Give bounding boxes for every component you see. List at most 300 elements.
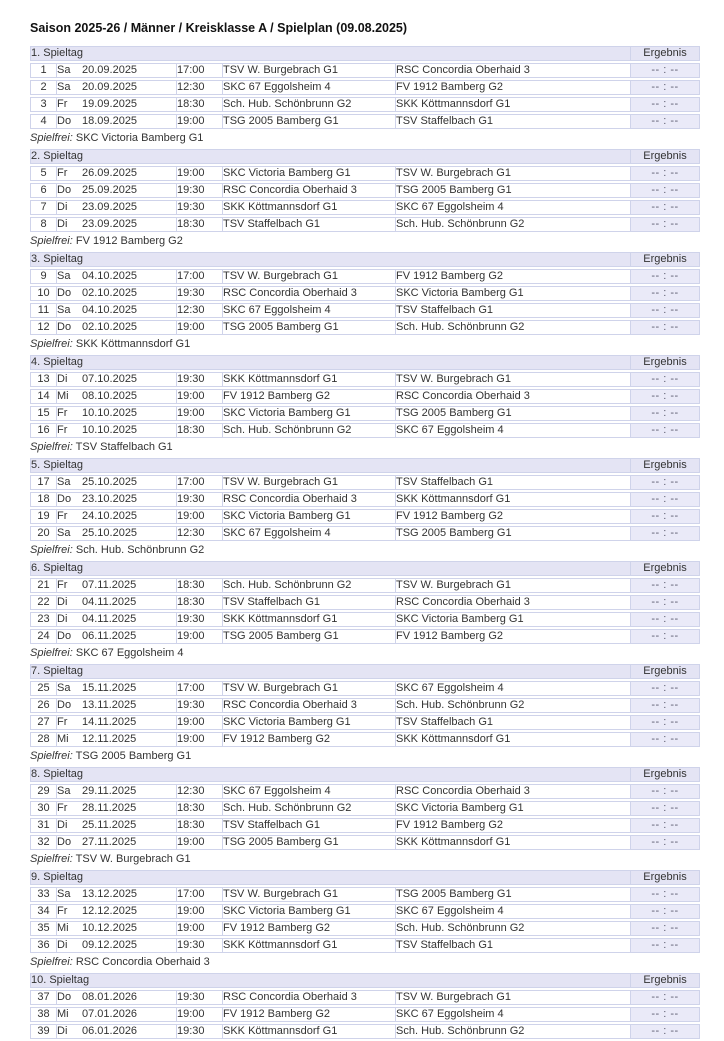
result-cell: -- : -- (630, 372, 700, 387)
matchday-header-row (30, 973, 700, 988)
result-cell: -- : -- (630, 595, 700, 610)
match-row (30, 681, 700, 696)
match-date-cell: 07.11.2025 (82, 578, 176, 593)
away-team-cell: FV 1912 Bamberg G2 (395, 80, 630, 95)
match-time-cell: 19:30 (176, 938, 222, 953)
result-cell: -- : -- (630, 715, 700, 730)
match-date-cell: 04.10.2025 (82, 269, 176, 284)
match-number-cell: 20 (30, 526, 56, 541)
match-number-cell: 28 (30, 732, 56, 747)
match-number-cell: 25 (30, 681, 56, 696)
home-team-cell: SKC Victoria Bamberg G1 (222, 904, 395, 919)
match-number-cell: 24 (30, 629, 56, 644)
result-column-header: Ergebnis (630, 664, 700, 679)
away-team-cell: TSV Staffelbach G1 (395, 475, 630, 490)
match-day-cell: Fr (56, 97, 82, 112)
match-day-cell: Fr (56, 578, 82, 593)
matchday-header-label: 5. Spieltag (30, 458, 630, 473)
spielfrei-team: FV 1912 Bamberg G2 (72, 234, 183, 247)
home-team-cell: TSV Staffelbach G1 (222, 595, 395, 610)
match-row (30, 217, 700, 232)
spielfrei-cell (30, 337, 700, 351)
match-row (30, 492, 700, 507)
home-team-cell: TSG 2005 Bamberg G1 (222, 114, 395, 129)
away-team-cell: SKC 67 Eggolsheim 4 (395, 423, 630, 438)
result-cell: -- : -- (630, 63, 700, 78)
spielfrei-label: Spielfrei: (30, 543, 73, 556)
away-team-cell: RSC Concordia Oberhaid 3 (395, 63, 630, 78)
home-team-cell: TSV W. Burgebrach G1 (222, 681, 395, 696)
match-date-cell: 24.10.2025 (82, 509, 176, 524)
home-team-cell: SKC 67 Eggolsheim 4 (222, 80, 395, 95)
result-cell: -- : -- (630, 921, 700, 936)
spielfrei-label: Spielfrei: (30, 234, 73, 247)
match-day-cell: Do (56, 320, 82, 335)
home-team-cell: Sch. Hub. Schönbrunn G2 (222, 578, 395, 593)
match-date-cell: 25.11.2025 (82, 818, 176, 833)
match-date-cell: 04.10.2025 (82, 303, 176, 318)
result-cell: -- : -- (630, 732, 700, 747)
spielfrei-row (30, 543, 700, 557)
match-row (30, 990, 700, 1005)
home-team-cell: Sch. Hub. Schönbrunn G2 (222, 801, 395, 816)
result-cell: -- : -- (630, 303, 700, 318)
match-date-cell: 02.10.2025 (82, 286, 176, 301)
home-team-cell: TSV Staffelbach G1 (222, 217, 395, 232)
match-date-cell: 12.12.2025 (82, 904, 176, 919)
spielfrei-label: Spielfrei: (30, 337, 73, 350)
match-day-cell: Do (56, 114, 82, 129)
result-column-header: Ergebnis (630, 870, 700, 885)
match-date-cell: 08.01.2026 (82, 990, 176, 1005)
match-time-cell: 19:00 (176, 715, 222, 730)
match-time-cell: 19:00 (176, 406, 222, 421)
result-cell: -- : -- (630, 526, 700, 541)
match-number-cell: 36 (30, 938, 56, 953)
match-number-cell: 11 (30, 303, 56, 318)
match-date-cell: 10.10.2025 (82, 406, 176, 421)
spielfrei-label: Spielfrei: (30, 749, 73, 762)
match-row (30, 114, 700, 129)
match-row (30, 63, 700, 78)
spielfrei-team: TSG 2005 Bamberg G1 (72, 749, 192, 762)
match-row (30, 320, 700, 335)
match-day-cell: Fr (56, 423, 82, 438)
result-column-header: Ergebnis (630, 149, 700, 164)
match-time-cell: 18:30 (176, 801, 222, 816)
match-date-cell: 13.11.2025 (82, 698, 176, 713)
matchday-section (30, 971, 700, 1041)
match-number-cell: 8 (30, 217, 56, 232)
match-day-cell: Sa (56, 887, 82, 902)
spielfrei-row (30, 955, 700, 969)
match-row (30, 784, 700, 799)
result-cell: -- : -- (630, 629, 700, 644)
result-cell: -- : -- (630, 423, 700, 438)
matchday-header-label: 3. Spieltag (30, 252, 630, 267)
match-date-cell: 25.10.2025 (82, 526, 176, 541)
matchday-header-label: 1. Spieltag (30, 46, 630, 61)
match-time-cell: 17:00 (176, 63, 222, 78)
away-team-cell: FV 1912 Bamberg G2 (395, 509, 630, 524)
match-day-cell: Di (56, 200, 82, 215)
match-time-cell: 12:30 (176, 784, 222, 799)
home-team-cell: SKC 67 Eggolsheim 4 (222, 784, 395, 799)
result-cell: -- : -- (630, 166, 700, 181)
match-date-cell: 25.10.2025 (82, 475, 176, 490)
home-team-cell: SKC 67 Eggolsheim 4 (222, 303, 395, 318)
home-team-cell: TSV W. Burgebrach G1 (222, 475, 395, 490)
match-day-cell: Fr (56, 715, 82, 730)
away-team-cell: Sch. Hub. Schönbrunn G2 (395, 921, 630, 936)
matchday-header-label: 10. Spieltag (30, 973, 630, 988)
match-row (30, 406, 700, 421)
home-team-cell: TSG 2005 Bamberg G1 (222, 320, 395, 335)
spielfrei-label: Spielfrei: (30, 955, 73, 968)
result-cell: -- : -- (630, 801, 700, 816)
match-number-cell: 7 (30, 200, 56, 215)
matchday-header-label: 9. Spieltag (30, 870, 630, 885)
match-time-cell: 19:00 (176, 166, 222, 181)
match-number-cell: 6 (30, 183, 56, 198)
match-row (30, 475, 700, 490)
spielfrei-cell (30, 440, 700, 454)
match-date-cell: 08.10.2025 (82, 389, 176, 404)
matchday-section (30, 353, 700, 456)
match-time-cell: 18:30 (176, 578, 222, 593)
match-day-cell: Fr (56, 406, 82, 421)
match-day-cell: Di (56, 1024, 82, 1039)
spielfrei-team: Sch. Hub. Schönbrunn G2 (72, 543, 205, 556)
result-column-header: Ergebnis (630, 355, 700, 370)
match-day-cell: Sa (56, 80, 82, 95)
matchday-header-label: 4. Spieltag (30, 355, 630, 370)
match-time-cell: 19:30 (176, 1024, 222, 1039)
home-team-cell: Sch. Hub. Schönbrunn G2 (222, 423, 395, 438)
match-number-cell: 15 (30, 406, 56, 421)
match-number-cell: 33 (30, 887, 56, 902)
match-day-cell: Di (56, 217, 82, 232)
result-cell: -- : -- (630, 80, 700, 95)
home-team-cell: RSC Concordia Oberhaid 3 (222, 990, 395, 1005)
away-team-cell: SKC 67 Eggolsheim 4 (395, 681, 630, 696)
match-row (30, 887, 700, 902)
spielfrei-row (30, 440, 700, 454)
result-cell: -- : -- (630, 835, 700, 850)
match-date-cell: 23.10.2025 (82, 492, 176, 507)
matchday-header-label: 2. Spieltag (30, 149, 630, 164)
spielfrei-team: SKC Victoria Bamberg G1 (72, 131, 204, 144)
matchday-header-row (30, 664, 700, 679)
match-number-cell: 21 (30, 578, 56, 593)
match-row (30, 1007, 700, 1022)
away-team-cell: TSG 2005 Bamberg G1 (395, 887, 630, 902)
match-day-cell: Do (56, 990, 82, 1005)
match-row (30, 612, 700, 627)
away-team-cell: TSV Staffelbach G1 (395, 715, 630, 730)
match-time-cell: 19:00 (176, 732, 222, 747)
match-time-cell: 17:00 (176, 681, 222, 696)
match-date-cell: 23.09.2025 (82, 200, 176, 215)
spielfrei-row (30, 131, 700, 145)
home-team-cell: FV 1912 Bamberg G2 (222, 1007, 395, 1022)
away-team-cell: TSG 2005 Bamberg G1 (395, 183, 630, 198)
matchday-header-row (30, 870, 700, 885)
match-day-cell: Sa (56, 63, 82, 78)
match-number-cell: 22 (30, 595, 56, 610)
result-cell: -- : -- (630, 492, 700, 507)
home-team-cell: Sch. Hub. Schönbrunn G2 (222, 97, 395, 112)
match-row (30, 732, 700, 747)
match-date-cell: 28.11.2025 (82, 801, 176, 816)
match-day-cell: Mi (56, 389, 82, 404)
away-team-cell: FV 1912 Bamberg G2 (395, 629, 630, 644)
match-time-cell: 19:00 (176, 389, 222, 404)
match-time-cell: 19:00 (176, 904, 222, 919)
home-team-cell: SKK Köttmannsdorf G1 (222, 1024, 395, 1039)
home-team-cell: SKK Köttmannsdorf G1 (222, 938, 395, 953)
home-team-cell: SKC 67 Eggolsheim 4 (222, 526, 395, 541)
matchday-header-row (30, 355, 700, 370)
match-day-cell: Sa (56, 784, 82, 799)
match-number-cell: 35 (30, 921, 56, 936)
match-row (30, 938, 700, 953)
match-number-cell: 3 (30, 97, 56, 112)
spielfrei-team: RSC Concordia Oberhaid 3 (72, 955, 210, 968)
match-row (30, 629, 700, 644)
match-date-cell: 09.12.2025 (82, 938, 176, 953)
away-team-cell: TSV Staffelbach G1 (395, 303, 630, 318)
home-team-cell: TSV W. Burgebrach G1 (222, 63, 395, 78)
match-day-cell: Fr (56, 904, 82, 919)
result-cell: -- : -- (630, 475, 700, 490)
result-cell: -- : -- (630, 990, 700, 1005)
match-number-cell: 27 (30, 715, 56, 730)
home-team-cell: FV 1912 Bamberg G2 (222, 389, 395, 404)
home-team-cell: SKC Victoria Bamberg G1 (222, 166, 395, 181)
match-number-cell: 18 (30, 492, 56, 507)
match-number-cell: 26 (30, 698, 56, 713)
result-column-header: Ergebnis (630, 46, 700, 61)
match-date-cell: 29.11.2025 (82, 784, 176, 799)
match-date-cell: 07.01.2026 (82, 1007, 176, 1022)
result-cell: -- : -- (630, 217, 700, 232)
match-row (30, 80, 700, 95)
away-team-cell: TSV W. Burgebrach G1 (395, 372, 630, 387)
match-row (30, 97, 700, 112)
match-time-cell: 19:30 (176, 990, 222, 1005)
spielfrei-team: SKC 67 Eggolsheim 4 (72, 646, 184, 659)
result-cell: -- : -- (630, 612, 700, 627)
match-date-cell: 04.11.2025 (82, 612, 176, 627)
match-number-cell: 13 (30, 372, 56, 387)
match-time-cell: 19:00 (176, 835, 222, 850)
match-row (30, 269, 700, 284)
result-cell: -- : -- (630, 286, 700, 301)
match-day-cell: Di (56, 612, 82, 627)
result-cell: -- : -- (630, 200, 700, 215)
spielfrei-row (30, 749, 700, 763)
matchday-header-label: 8. Spieltag (30, 767, 630, 782)
result-cell: -- : -- (630, 97, 700, 112)
home-team-cell: FV 1912 Bamberg G2 (222, 921, 395, 936)
matchday-header-row (30, 767, 700, 782)
result-column-header: Ergebnis (630, 458, 700, 473)
match-row (30, 166, 700, 181)
spielfrei-row (30, 646, 700, 660)
matchday-header-label: 6. Spieltag (30, 561, 630, 576)
home-team-cell: RSC Concordia Oberhaid 3 (222, 183, 395, 198)
match-row (30, 200, 700, 215)
match-time-cell: 19:00 (176, 509, 222, 524)
match-number-cell: 17 (30, 475, 56, 490)
result-cell: -- : -- (630, 698, 700, 713)
home-team-cell: SKC Victoria Bamberg G1 (222, 509, 395, 524)
match-row (30, 183, 700, 198)
match-time-cell: 19:30 (176, 183, 222, 198)
result-cell: -- : -- (630, 1007, 700, 1022)
match-day-cell: Fr (56, 166, 82, 181)
result-cell: -- : -- (630, 269, 700, 284)
match-date-cell: 20.09.2025 (82, 63, 176, 78)
match-row (30, 286, 700, 301)
match-number-cell: 2 (30, 80, 56, 95)
match-row (30, 1024, 700, 1039)
match-time-cell: 17:00 (176, 887, 222, 902)
spielfrei-cell (30, 955, 700, 969)
match-time-cell: 19:30 (176, 492, 222, 507)
match-day-cell: Sa (56, 526, 82, 541)
away-team-cell: SKK Köttmannsdorf G1 (395, 835, 630, 850)
match-day-cell: Sa (56, 475, 82, 490)
result-cell: -- : -- (630, 904, 700, 919)
match-row (30, 509, 700, 524)
match-time-cell: 18:30 (176, 217, 222, 232)
matchday-section (30, 765, 700, 868)
spielfrei-row (30, 234, 700, 248)
matchday-header-row (30, 46, 700, 61)
matchday-section (30, 868, 700, 971)
result-cell: -- : -- (630, 114, 700, 129)
away-team-cell: TSV Staffelbach G1 (395, 114, 630, 129)
away-team-cell: RSC Concordia Oberhaid 3 (395, 389, 630, 404)
home-team-cell: SKK Köttmannsdorf G1 (222, 200, 395, 215)
matchday-header-label: 7. Spieltag (30, 664, 630, 679)
home-team-cell: RSC Concordia Oberhaid 3 (222, 286, 395, 301)
match-day-cell: Sa (56, 681, 82, 696)
match-day-cell: Do (56, 492, 82, 507)
spielfrei-row (30, 337, 700, 351)
away-team-cell: RSC Concordia Oberhaid 3 (395, 784, 630, 799)
match-date-cell: 04.11.2025 (82, 595, 176, 610)
result-cell: -- : -- (630, 784, 700, 799)
home-team-cell: TSV Staffelbach G1 (222, 818, 395, 833)
match-date-cell: 02.10.2025 (82, 320, 176, 335)
away-team-cell: Sch. Hub. Schönbrunn G2 (395, 217, 630, 232)
match-time-cell: 17:00 (176, 269, 222, 284)
result-column-header: Ergebnis (630, 561, 700, 576)
home-team-cell: SKK Köttmannsdorf G1 (222, 372, 395, 387)
result-cell: -- : -- (630, 1024, 700, 1039)
home-team-cell: SKC Victoria Bamberg G1 (222, 406, 395, 421)
matchday-header-row (30, 149, 700, 164)
away-team-cell: SKC Victoria Bamberg G1 (395, 612, 630, 627)
spielfrei-team: SKK Köttmannsdorf G1 (72, 337, 191, 350)
match-row (30, 372, 700, 387)
match-number-cell: 5 (30, 166, 56, 181)
spielfrei-cell (30, 646, 700, 660)
away-team-cell: SKC 67 Eggolsheim 4 (395, 1007, 630, 1022)
match-day-cell: Do (56, 183, 82, 198)
away-team-cell: TSV W. Burgebrach G1 (395, 166, 630, 181)
match-number-cell: 30 (30, 801, 56, 816)
away-team-cell: Sch. Hub. Schönbrunn G2 (395, 320, 630, 335)
match-date-cell: 10.12.2025 (82, 921, 176, 936)
match-time-cell: 19:00 (176, 1007, 222, 1022)
spielfrei-label: Spielfrei: (30, 852, 73, 865)
home-team-cell: RSC Concordia Oberhaid 3 (222, 698, 395, 713)
match-time-cell: 19:00 (176, 629, 222, 644)
home-team-cell: SKC Victoria Bamberg G1 (222, 715, 395, 730)
away-team-cell: FV 1912 Bamberg G2 (395, 269, 630, 284)
match-date-cell: 07.10.2025 (82, 372, 176, 387)
match-date-cell: 23.09.2025 (82, 217, 176, 232)
result-cell: -- : -- (630, 406, 700, 421)
spielfrei-label: Spielfrei: (30, 440, 73, 453)
match-day-cell: Do (56, 629, 82, 644)
away-team-cell: Sch. Hub. Schönbrunn G2 (395, 698, 630, 713)
match-day-cell: Di (56, 818, 82, 833)
match-date-cell: 12.11.2025 (82, 732, 176, 747)
matchday-section (30, 456, 700, 559)
page-title: Saison 2025-26 / Männer / Kreisklasse A / Spielplan (09.08.2025) (30, 21, 408, 35)
match-row (30, 715, 700, 730)
away-team-cell: TSV Staffelbach G1 (395, 938, 630, 953)
match-number-cell: 16 (30, 423, 56, 438)
match-number-cell: 31 (30, 818, 56, 833)
match-number-cell: 29 (30, 784, 56, 799)
match-number-cell: 39 (30, 1024, 56, 1039)
match-row (30, 303, 700, 318)
spielfrei-label: Spielfrei: (30, 131, 73, 144)
match-day-cell: Di (56, 595, 82, 610)
match-date-cell: 18.09.2025 (82, 114, 176, 129)
result-cell: -- : -- (630, 578, 700, 593)
match-number-cell: 10 (30, 286, 56, 301)
result-cell: -- : -- (630, 183, 700, 198)
match-date-cell: 14.11.2025 (82, 715, 176, 730)
match-number-cell: 38 (30, 1007, 56, 1022)
match-day-cell: Do (56, 698, 82, 713)
match-day-cell: Di (56, 372, 82, 387)
match-number-cell: 19 (30, 509, 56, 524)
match-number-cell: 32 (30, 835, 56, 850)
match-row (30, 801, 700, 816)
home-team-cell: TSG 2005 Bamberg G1 (222, 629, 395, 644)
spielfrei-cell (30, 131, 700, 145)
match-number-cell: 9 (30, 269, 56, 284)
match-day-cell: Mi (56, 732, 82, 747)
match-row (30, 423, 700, 438)
match-day-cell: Do (56, 286, 82, 301)
home-team-cell: TSV W. Burgebrach G1 (222, 269, 395, 284)
matchday-list (30, 44, 700, 1041)
result-cell: -- : -- (630, 938, 700, 953)
matchday-section (30, 662, 700, 765)
match-time-cell: 19:30 (176, 612, 222, 627)
match-day-cell: Sa (56, 269, 82, 284)
result-cell: -- : -- (630, 887, 700, 902)
